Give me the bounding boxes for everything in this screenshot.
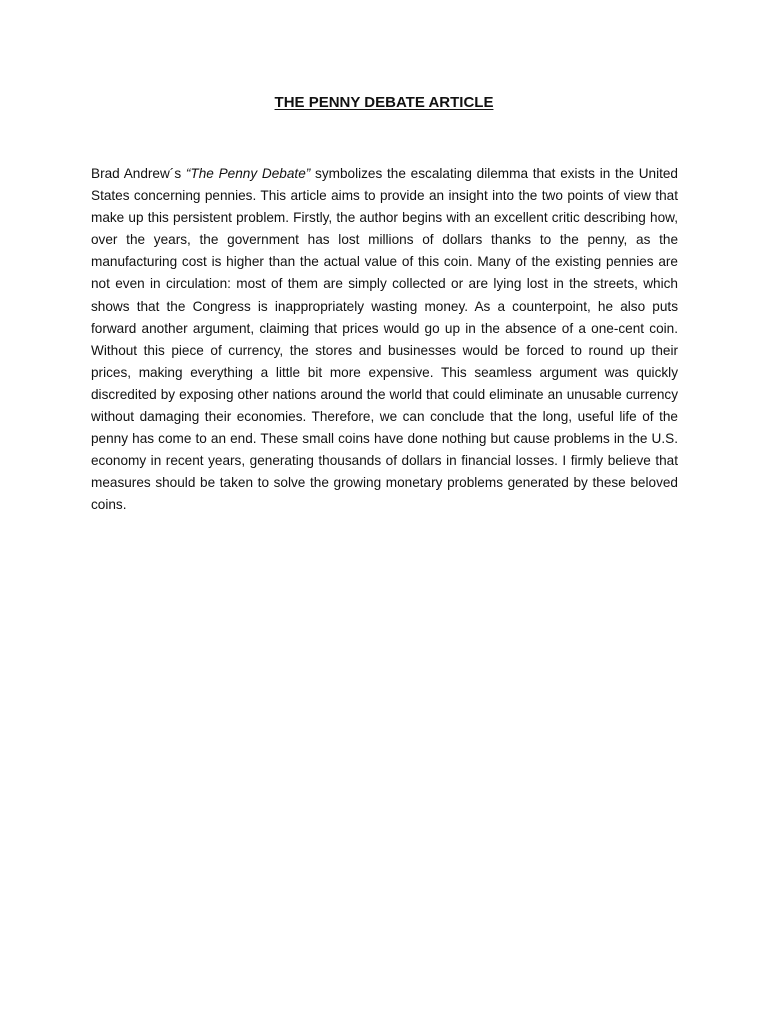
body-paragraph	[91, 163, 678, 517]
page-title: THE PENNY DEBATE ARTICLE	[274, 94, 494, 111]
article-title-reference: “The Penny Debate”	[185, 166, 311, 181]
paragraph-text: symbolizes the escalating dilemma that exists in the United States concerning pennies. This article aims to provide an insight into the two points of view that make up this persistent problem. Firstly, the author begins with an excellent critic describing how, over the years, the government has lost millions of dollars thanks to the penny, as the manufacturing cost is higher than the actual value of this coin. Many of the existing pennies are not even in circulation: most of them are simply collected or are lying lost in the streets, which shows that the Congress is inappropriately wasting money. As a counterpoint, he also puts forward another argument, claiming that prices would go up in the absence of a one-cent coin. Without this piece of currency, the stores and businesses would be forced to round up their prices, making everything a little bit more expensive. This seamless argument was quickly discredited by exposing other nations around the world that could eliminate an unusable currency without damaging their economies. Therefore, we can conclude that the long, useful life of the penny has come to an end. These small coins have done nothing but cause problems in the U.S. economy in recent years, generating thousands of dollars in financial losses. I firmly believe that measures should be taken to solve the growing monetary problems generated by these beloved coins.	[91, 166, 678, 513]
paragraph-lead: Brad Andrew´s	[91, 166, 186, 181]
